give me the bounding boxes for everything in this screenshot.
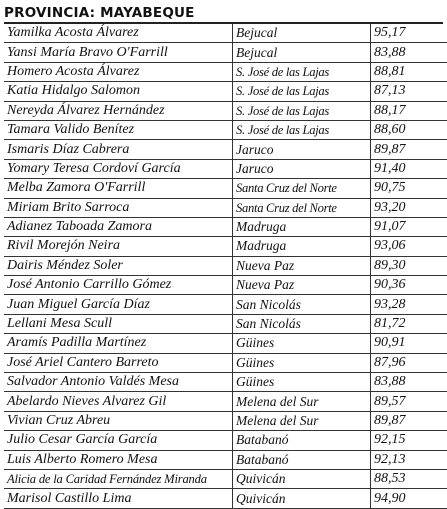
score-value: 89,87 (371, 411, 447, 430)
table-row (4, 179, 447, 198)
score-value: 83,88 (371, 43, 447, 62)
candidate-name: José Ariel Cantero Barreto (4, 353, 233, 372)
score-value: 88,81 (371, 62, 447, 81)
candidate-name: José Antonio Carrillo Gómez (4, 276, 233, 295)
municipality: San Nicolás (233, 295, 371, 314)
table-row (4, 43, 447, 62)
table-row (4, 431, 447, 450)
score-value: 88,17 (371, 101, 447, 120)
table-row (4, 469, 447, 488)
municipality: S. José de las Lajas (233, 62, 371, 81)
score-value: 94,90 (371, 489, 447, 508)
candidate-name: Yamilka Acosta Álvarez (4, 24, 233, 43)
municipality: Melena del Sur (233, 392, 371, 411)
municipality: Quivicán (233, 469, 371, 488)
candidate-name: Miriam Brito Sarroca (4, 198, 233, 217)
results-table-body (4, 24, 447, 508)
municipality: Quivicán (233, 489, 371, 508)
municipality: S. José de las Lajas (233, 101, 371, 120)
score-value: 88,53 (371, 469, 447, 488)
candidate-name: Dairis Méndez Soler (4, 256, 233, 275)
municipality: Madruga (233, 237, 371, 256)
candidate-name: Adianez Taboada Zamora (4, 217, 233, 236)
table-row (4, 489, 447, 508)
score-value: 90,91 (371, 334, 447, 353)
candidate-name: Homero Acosta Álvarez (4, 62, 233, 81)
table-row (4, 353, 447, 372)
municipality: Melena del Sur (233, 411, 371, 430)
score-value: 87,96 (371, 353, 447, 372)
score-value: 83,88 (371, 373, 447, 392)
municipality: Güines (233, 373, 371, 392)
table-row (4, 159, 447, 178)
table-row (4, 101, 447, 120)
candidate-name: Abelardo Nieves Alvarez Gil (4, 392, 233, 411)
score-value: 92,15 (371, 431, 447, 450)
municipality: Santa Cruz del Norte (233, 179, 371, 198)
score-value: 91,40 (371, 159, 447, 178)
score-value: 93,28 (371, 295, 447, 314)
score-value: 93,06 (371, 237, 447, 256)
table-row (4, 217, 447, 236)
municipality: Nueva Paz (233, 256, 371, 275)
candidate-name: Melba Zamora O'Farrill (4, 179, 233, 198)
candidate-name: Yomary Teresa Cordoví García (4, 159, 233, 178)
table-row (4, 237, 447, 256)
score-value: 88,60 (371, 120, 447, 139)
candidate-name: Alicia de la Caridad Fernández Miranda (4, 469, 233, 488)
score-value: 92,13 (371, 450, 447, 469)
municipality: Bejucal (233, 43, 371, 62)
candidate-name: Juan Miguel García Díaz (4, 295, 233, 314)
table-row (4, 334, 447, 353)
candidate-name: Marisol Castillo Lima (4, 489, 233, 508)
results-table (4, 24, 447, 509)
candidate-name: Ismaris Díaz Cabrera (4, 140, 233, 159)
score-value: 89,57 (371, 392, 447, 411)
table-row (4, 411, 447, 430)
table-row (4, 314, 447, 333)
candidate-name: Luis Alberto Romero Mesa (4, 450, 233, 469)
score-value: 90,36 (371, 276, 447, 295)
candidate-name: Aramís Padilla Martínez (4, 334, 233, 353)
table-row (4, 140, 447, 159)
candidate-name: Salvador Antonio Valdés Mesa (4, 373, 233, 392)
municipality: Jaruco (233, 159, 371, 178)
table-row (4, 62, 447, 81)
table-row (4, 82, 447, 101)
municipality: San Nicolás (233, 314, 371, 333)
municipality: Batabanó (233, 431, 371, 450)
municipality: Güines (233, 334, 371, 353)
score-value: 87,13 (371, 82, 447, 101)
candidate-name: Julio Cesar García García (4, 431, 233, 450)
table-row (4, 450, 447, 469)
table-row (4, 276, 447, 295)
candidate-name: Nereyda Álvarez Hernández (4, 101, 233, 120)
province-heading: PROVINCIA: MAYABEQUE (4, 4, 195, 22)
score-value: 81,72 (371, 314, 447, 333)
candidate-name: Rivil Morejón Neira (4, 237, 233, 256)
municipality: Nueva Paz (233, 276, 371, 295)
score-value: 91,07 (371, 217, 447, 236)
score-value: 90,75 (371, 179, 447, 198)
municipality: S. José de las Lajas (233, 120, 371, 139)
candidate-name: Lellani Mesa Scull (4, 314, 233, 333)
score-value: 89,30 (371, 256, 447, 275)
score-value: 95,17 (371, 24, 447, 43)
municipality: Santa Cruz del Norte (233, 198, 371, 217)
municipality: Madruga (233, 217, 371, 236)
candidate-name: Yansi María Bravo O'Farrill (4, 43, 233, 62)
table-row (4, 295, 447, 314)
candidate-name: Katia Hidalgo Salomon (4, 82, 233, 101)
score-value: 89,87 (371, 140, 447, 159)
municipality: Batabanó (233, 450, 371, 469)
table-row (4, 392, 447, 411)
table-row (4, 24, 447, 43)
municipality: Bejucal (233, 24, 371, 43)
table-row (4, 198, 447, 217)
municipality: S. José de las Lajas (233, 82, 371, 101)
score-value: 93,20 (371, 198, 447, 217)
municipality: Güines (233, 353, 371, 372)
candidate-name: Vivian Cruz Abreu (4, 411, 233, 430)
table-row (4, 120, 447, 139)
municipality: Jaruco (233, 140, 371, 159)
table-row (4, 373, 447, 392)
candidate-name: Tamara Valido Benítez (4, 120, 233, 139)
table-row (4, 256, 447, 275)
